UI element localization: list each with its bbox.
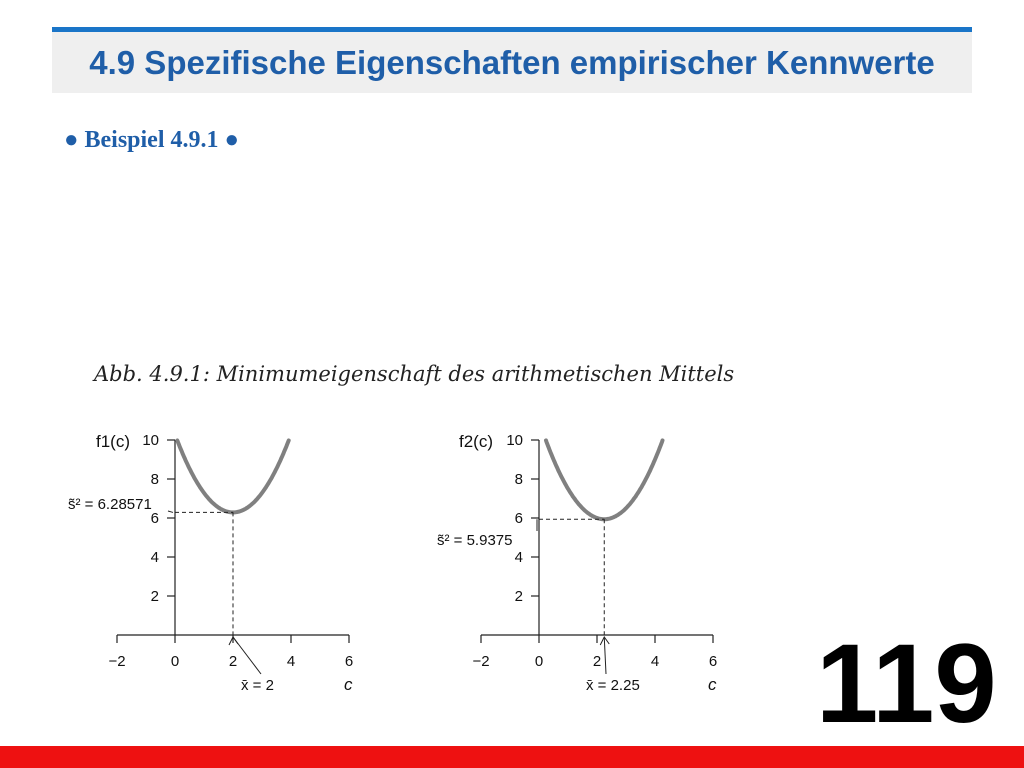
x-axis-label: c xyxy=(708,675,717,694)
x-tick-label: 4 xyxy=(286,653,296,670)
y-tick-label: 8 xyxy=(514,471,523,488)
footer-bar xyxy=(0,746,1024,768)
curve-line xyxy=(177,441,288,513)
mean-label: x̄ = 2 xyxy=(241,677,274,694)
y-tick-label: 2 xyxy=(514,588,523,605)
x-tick-label: 2 xyxy=(228,653,238,670)
x-tick-label: 6 xyxy=(708,653,718,670)
min-value-label: s̃² = 6.28571 xyxy=(68,496,152,513)
page-number: 119 xyxy=(816,621,997,746)
slide-title: 4.9 Spezifische Eigenschaften empirischer Kennwerte xyxy=(89,44,935,81)
y-tick-label: 10 xyxy=(142,432,159,449)
x-tick-label: −2 xyxy=(472,653,490,670)
x-tick-label: 4 xyxy=(650,653,660,670)
y-tick-label: 4 xyxy=(150,549,159,566)
curve-line xyxy=(546,440,663,519)
y-tick-label: 4 xyxy=(514,549,523,566)
x-tick-label: 6 xyxy=(344,653,354,670)
y-tick-label: 2 xyxy=(150,588,159,605)
y-axis-label: f2(c) xyxy=(459,432,493,451)
x-tick-label: 0 xyxy=(534,653,544,670)
y-tick-label: 6 xyxy=(514,510,523,527)
min-value-label: s̃² = 5.9375 xyxy=(437,532,513,549)
figure-caption: Abb. 4.9.1: Minimumeigenschaft des arithmetischen Mittels xyxy=(94,362,735,386)
x-axis-label: c xyxy=(344,675,353,694)
min-pointer xyxy=(168,511,173,512)
y-tick-label: 6 xyxy=(150,510,159,527)
mean-label: x̄ = 2.25 xyxy=(586,677,640,694)
x-tick-label: 2 xyxy=(592,653,602,670)
y-axis-label: f1(c) xyxy=(96,432,130,451)
mean-arrow xyxy=(604,637,606,674)
example-label: ● Beispiel 4.9.1 ● xyxy=(64,127,239,153)
x-tick-label: −2 xyxy=(108,653,126,670)
y-tick-label: 8 xyxy=(150,471,159,488)
y-tick-label: 10 xyxy=(506,432,523,449)
x-tick-label: 0 xyxy=(170,653,180,670)
